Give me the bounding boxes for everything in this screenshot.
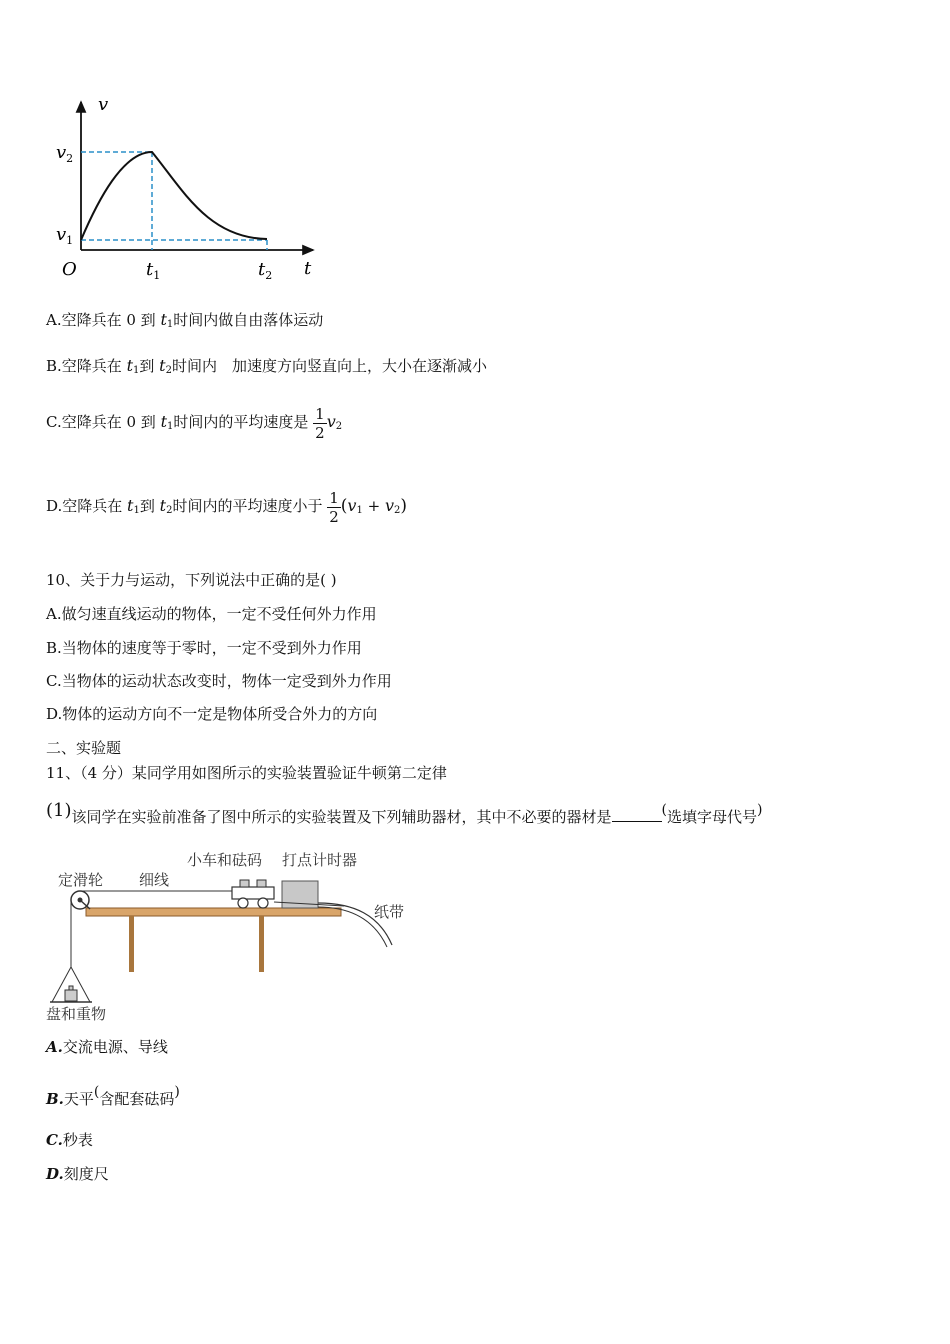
tape-label: 纸带: [374, 903, 405, 921]
cart-weight-2: [257, 880, 266, 887]
q11-option-c: C.秒表: [46, 1131, 93, 1149]
q9-option-c: C.空降兵在 0 到 $t_1$时间内的平均速度是 $\frac{1}{2}$ $v_2$: [46, 404, 343, 442]
q9-option-a: A.空降兵在 0 到 $t_1$时间内做自由落体运动: [46, 310, 324, 330]
velocity-curve: [81, 152, 267, 240]
t2-label: $t_2$: [258, 259, 273, 282]
pan-weight: [65, 990, 77, 1001]
q10-option-a: A.做匀速直线运动的物体，一定不受任何外力作用: [46, 605, 377, 623]
table-top: [86, 908, 341, 916]
y-axis-label: v: [98, 94, 109, 115]
velocity-time-graph: [48, 90, 328, 290]
q10-option-d: D.物体的运动方向不一定是物体所受合外力的方向: [46, 705, 378, 723]
cart-wheel-left: [238, 898, 248, 908]
q11-option-b: B.天平(含配套砝码): [46, 1084, 180, 1108]
q11-option-d: D.刻度尺: [46, 1165, 109, 1183]
t1-label: $t_1$: [146, 259, 161, 282]
apparatus-diagram: [44, 845, 424, 1030]
origin-label: O: [62, 259, 77, 280]
fraction-half: $\frac{1}{2}$: [329, 488, 339, 526]
answer-blank[interactable]: [612, 807, 662, 822]
v1-label: $v_1$: [56, 224, 74, 247]
table-leg-left: [129, 916, 134, 972]
q10-stem: 10、关于力与运动，下列说法中正确的是( ): [46, 571, 337, 589]
q11-stem: 11、（4 分）某同学用如图所示的实验装置验证牛顿第二定律: [46, 764, 447, 782]
section-heading: 二、实验题: [46, 739, 122, 757]
pulley-label: 定滑轮: [58, 871, 104, 889]
q10-option-c: C.当物体的运动状态改变时，物体一定受到外力作用: [46, 672, 392, 690]
string-label: 细线: [139, 871, 170, 889]
fraction-half: $\frac{1}{2}$: [315, 404, 325, 442]
x-axis-label: t: [304, 258, 312, 279]
cart-label: 小车和砝码: [187, 851, 263, 869]
q9-option-d: D.空降兵在 $t_1$到 $t_2$时间内的平均速度小于 $\frac{1}{2}$ $(v_1 + v_2)$: [46, 488, 408, 526]
q11-part-1: (1)该同学在实验前准备了图中所示的实验装置及下列辅助器材，其中不必要的器材是 (选填字母代号): [46, 800, 763, 826]
q10-option-b: B.当物体的速度等于零时，一定不受到外力作用: [46, 639, 362, 657]
weight-label: 盘和重物: [46, 1005, 107, 1023]
timer-label: 打点计时器: [282, 851, 358, 869]
cart-weight-1: [240, 880, 249, 887]
table-leg-right: [259, 916, 264, 972]
cart-body: [232, 887, 274, 899]
q9-option-b: B.空降兵在 $t_1$到 $t_2$时间内 加速度方向竖直向上，大小在逐渐减小: [46, 356, 487, 376]
q11-option-a: A.交流电源、导线: [46, 1038, 168, 1056]
cart-wheel-right: [258, 898, 268, 908]
pan-weight-knob: [69, 986, 73, 990]
v2-label: $v_2$: [56, 142, 74, 165]
